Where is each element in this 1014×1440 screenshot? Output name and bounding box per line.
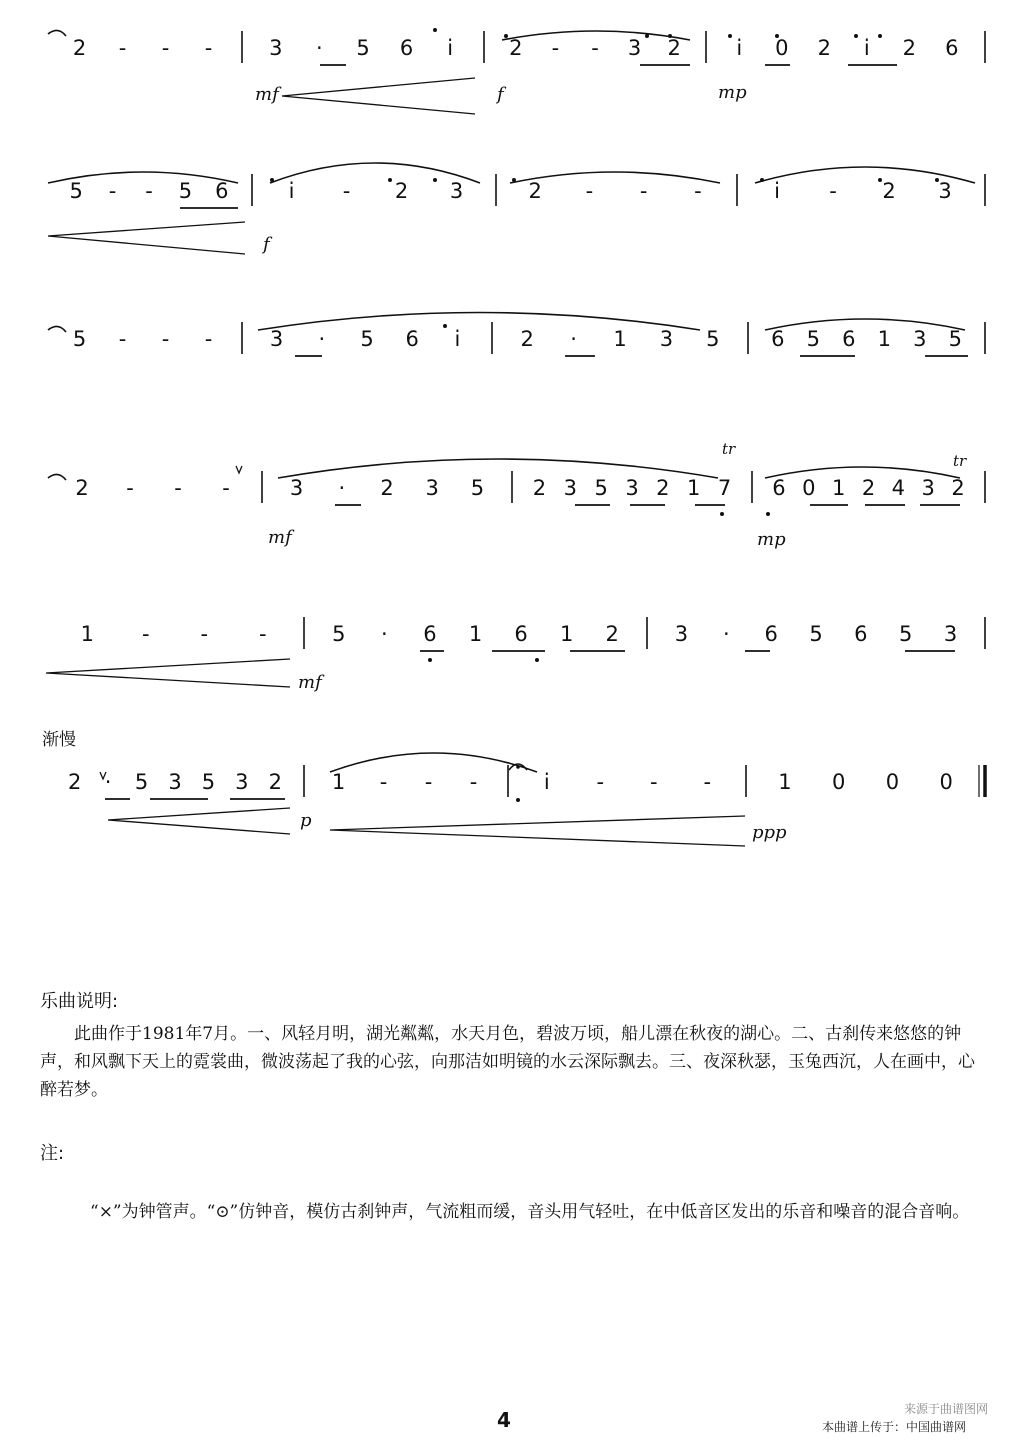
low-octave-dot: [766, 512, 770, 516]
score-note: ·: [338, 476, 346, 500]
score-note: 1: [778, 770, 792, 794]
score-note: i: [447, 36, 454, 60]
score-note: ·: [570, 327, 577, 351]
score-note: 2: [951, 476, 965, 500]
score-note: 5: [178, 179, 193, 203]
score-note: 5: [470, 476, 485, 500]
score-note: 0: [831, 770, 846, 794]
note-title: 注:: [40, 1143, 65, 1164]
score-note: ·: [381, 622, 388, 646]
score-note: 6: [842, 327, 856, 351]
breath-mark: [236, 466, 242, 473]
octave-dot: [728, 34, 732, 38]
trill-marking: tr: [953, 452, 967, 470]
score-note: 1: [613, 327, 627, 351]
dynamic-marking: f: [497, 84, 504, 105]
score-note: 2: [528, 179, 542, 203]
score-note: 3: [659, 327, 674, 351]
score-note: -: [141, 622, 150, 646]
score-note: 6: [215, 179, 229, 203]
score-note: i: [863, 36, 870, 60]
score-note: 5: [806, 327, 820, 351]
score-note: 6: [399, 36, 414, 60]
score-note: 5: [594, 476, 608, 500]
score-note: 2: [882, 179, 896, 203]
octave-dot: [878, 34, 882, 38]
score-note: 6: [764, 622, 778, 646]
score-note: i: [774, 179, 780, 203]
score-note: 3: [921, 476, 935, 500]
score-note: 2: [532, 476, 547, 500]
score-note: 2: [902, 36, 916, 60]
score-note: 2: [656, 476, 670, 500]
octave-dot: [433, 178, 437, 182]
score-note: 2: [817, 36, 831, 60]
score-note: 3: [563, 476, 577, 500]
score-note: 3: [269, 36, 283, 60]
score-note: i: [454, 327, 461, 351]
dynamic-marking: mp: [757, 529, 786, 550]
score-note: 1: [877, 327, 891, 351]
score-note: ·: [316, 36, 323, 60]
score-note: -: [342, 179, 351, 203]
score-note: 6: [514, 622, 528, 646]
score-note: 3: [269, 327, 284, 351]
score-notes: [68, 36, 967, 843]
note-body: “×”为钟管声。“⊙”仿钟音，模仿古刹钟声，气流粗而缓，音头用气轻吐，在中低音区发出的乐音和噪音的混合音响。: [90, 1202, 970, 1222]
score-note: 0: [775, 36, 789, 60]
description-body: 此曲作于1981年7月。一、风轻月明，湖光粼粼，水天月色，碧波万顷，船儿漂在秋夜的湖心。二、古刹传来悠悠的钟声，和风飘下天上的霓裳曲，微波荡起了我的心弦，向那洁如明镜的水云深际飘去。三、夜深秋瑟，玉兔西沉，人在画中，心醉若梦。: [40, 1024, 975, 1100]
score-note: 3: [913, 327, 927, 351]
tie-hook: [48, 474, 66, 480]
fermata-dot: [516, 765, 520, 769]
score-note: 3: [674, 622, 689, 646]
uploader-credit: 本曲谱上传于：中国曲谱网: [822, 1420, 967, 1434]
dynamic-marking: mp: [718, 82, 747, 103]
dynamic-marking: ppp: [752, 822, 787, 843]
score-note: -: [424, 770, 433, 794]
score-note: 2: [861, 476, 876, 500]
score-note: 1: [331, 770, 346, 794]
score-note: 5: [201, 770, 216, 794]
score-note: ·: [722, 622, 730, 646]
score-note: -: [829, 179, 837, 203]
octave-dot: [443, 324, 447, 328]
slur: [270, 163, 480, 183]
score-note: 5: [706, 327, 720, 351]
score-note: 0: [939, 770, 953, 794]
score-note: 6: [854, 622, 868, 646]
score-note: 3: [168, 770, 182, 794]
hairpin: [330, 816, 745, 846]
octave-dot: [433, 28, 437, 32]
score-note: -: [591, 36, 599, 60]
hairpin: [282, 78, 475, 114]
slur: [330, 753, 537, 772]
octave-dot: [270, 178, 274, 182]
score-note: 2: [605, 622, 619, 646]
score-note: 1: [468, 622, 483, 646]
score-note: 0: [802, 476, 816, 500]
score-note: -: [161, 36, 170, 60]
score-note: -: [200, 622, 209, 646]
score-note: 7: [717, 476, 732, 500]
score-note: -: [118, 327, 127, 351]
score-note: -: [118, 36, 127, 60]
score-note: ·: [104, 770, 112, 794]
slur: [765, 319, 965, 330]
score-note: -: [174, 476, 182, 500]
tempo-mark: 渐慢: [42, 730, 76, 750]
dynamic-marking: mf: [298, 672, 322, 693]
score-note: -: [204, 36, 213, 60]
score-note: -: [694, 179, 702, 203]
score-note: -: [639, 179, 648, 203]
score-note: -: [258, 622, 267, 646]
score-note: i: [736, 36, 743, 60]
page-number: 4: [497, 1408, 511, 1432]
score-note: 2: [380, 476, 394, 500]
score-note: 1: [80, 622, 94, 646]
source-watermark: 来源于曲谱图网: [903, 1402, 988, 1416]
score-note: 3: [289, 476, 304, 500]
score-note: -: [222, 476, 230, 500]
dynamic-marking: mf: [255, 84, 279, 105]
score-note: -: [161, 327, 170, 351]
score-note: 1: [559, 622, 574, 646]
score-note: -: [126, 476, 134, 500]
dynamic-marking: mf: [268, 527, 292, 548]
score-markings: [46, 28, 985, 846]
score-note: i: [288, 179, 295, 203]
tie-hook: [48, 326, 66, 332]
description-title: 乐曲说明:: [40, 991, 119, 1012]
score-note: 5: [69, 179, 83, 203]
octave-dot: [512, 178, 516, 182]
score-note: 2: [75, 476, 89, 500]
score-note: 5: [360, 327, 374, 351]
trill-marking: tr: [722, 440, 736, 458]
score-note: -: [585, 179, 594, 203]
score-note: 6: [945, 36, 959, 60]
score-note: 2: [268, 770, 282, 794]
score-note: 4: [891, 476, 906, 500]
score-note: -: [469, 770, 478, 794]
score-note: 3: [627, 36, 642, 60]
score-note: 2: [520, 327, 534, 351]
octave-dot: [760, 178, 764, 182]
score-note: i: [543, 770, 550, 794]
score-note: 3: [625, 476, 639, 500]
score-note: 5: [134, 770, 149, 794]
octave-dot: [854, 34, 858, 38]
score-note: 5: [809, 622, 823, 646]
score-note: 6: [423, 622, 437, 646]
score-note: 3: [943, 622, 958, 646]
score-note: 3: [938, 179, 952, 203]
score-note: -: [551, 36, 560, 60]
low-octave-dot: [535, 658, 539, 662]
dynamic-marking: f: [263, 234, 270, 255]
score-note: -: [204, 327, 213, 351]
octave-dot: [516, 798, 520, 802]
score-note: -: [379, 770, 388, 794]
score-note: 1: [687, 476, 701, 500]
score-note: 3: [235, 770, 249, 794]
hairpin: [108, 808, 290, 834]
score-note: 2: [667, 36, 681, 60]
octave-dot: [504, 34, 508, 38]
score-note: 1: [831, 476, 846, 500]
score-note: 5: [72, 327, 87, 351]
score-note: 6: [771, 327, 785, 351]
score-note: 0: [885, 770, 900, 794]
score-note: 6: [405, 327, 419, 351]
dynamic-marking: p: [300, 810, 312, 831]
score-note: 5: [899, 622, 913, 646]
octave-dot: [645, 34, 649, 38]
score-note: 5: [332, 622, 346, 646]
score-note: 6: [772, 476, 786, 500]
octave-dot: [388, 178, 392, 182]
score-note: -: [596, 770, 605, 794]
score-note: 2: [509, 36, 523, 60]
low-octave-dot: [428, 658, 432, 662]
hairpin: [46, 659, 290, 687]
score-note: 5: [356, 36, 370, 60]
low-octave-dot: [720, 512, 724, 516]
tie-hook: [48, 30, 66, 36]
score-note: 2: [68, 770, 82, 794]
score-note: -: [649, 770, 658, 794]
score-note: -: [108, 179, 117, 203]
score-note: -: [703, 770, 712, 794]
score-note: 3: [449, 179, 464, 203]
score-note: ·: [318, 327, 326, 351]
hairpin: [48, 222, 245, 254]
score-note: 5: [948, 327, 962, 351]
score-note: -: [145, 179, 153, 203]
score-note: 2: [72, 36, 87, 60]
score-note: 3: [425, 476, 439, 500]
score-note: 2: [394, 179, 409, 203]
